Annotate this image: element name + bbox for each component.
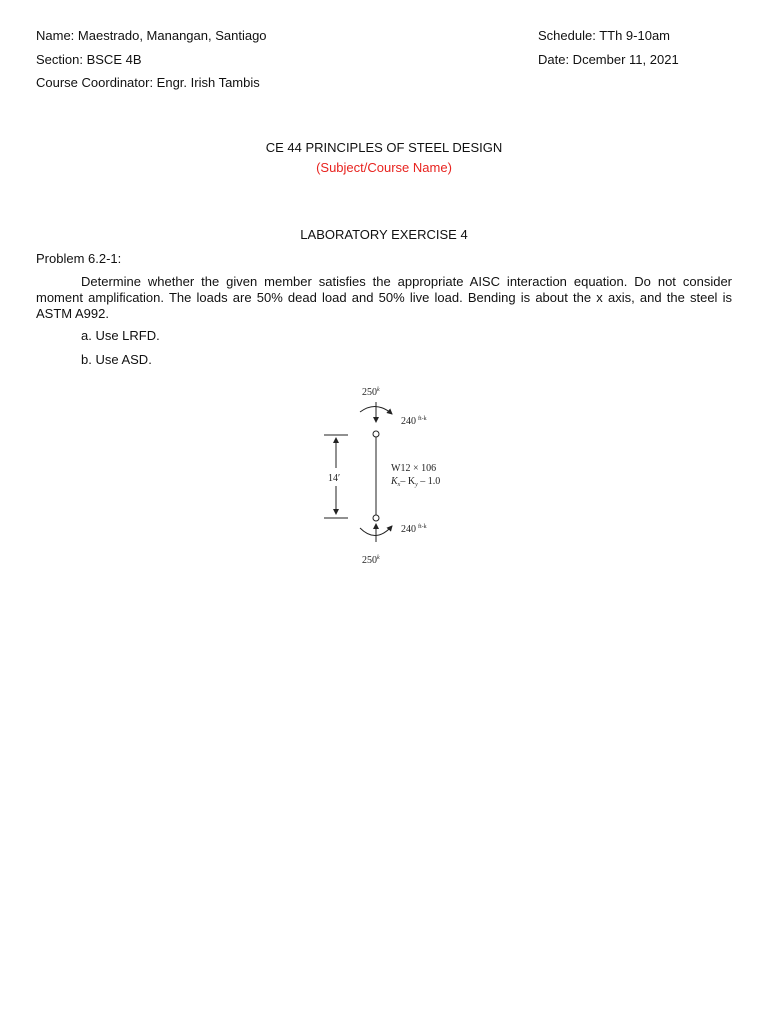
course-subtitle: (Subject/Course Name) [316, 160, 452, 175]
top-moment-label: 240 $^{ft-k}$ [401, 416, 427, 427]
part-a: a. Use LRFD. [81, 328, 160, 343]
bottom-moment-label: 240 $^{ft-k}$ [401, 524, 427, 535]
length-label: 14′ [328, 473, 341, 484]
date: Date: Dcember 11, 2021 [538, 52, 679, 67]
schedule: Schedule: TTh 9-10am [538, 28, 670, 43]
section: Section: BSCE 4B [36, 52, 142, 67]
problem-statement: Determine whether the given member satisfies the appropriate AISC interaction equation. Do not consider moment amplification. The loads are 50% dead load and 50% live load. Bending is about the x axis, and the steel is ASTM A992. [36, 274, 732, 321]
problem-label: Problem 6.2-1: [36, 251, 122, 266]
top-load-label: 250$^k$ [362, 387, 380, 398]
course-title: CE 44 PRINCIPLES OF STEEL DESIGN [265, 140, 503, 155]
column-diagram [300, 378, 480, 574]
part-b: b. Use ASD. [81, 352, 152, 367]
section-label: W12 × 106 [391, 463, 437, 474]
course-coordinator: Course Coordinator: Engr. Irish Tambis [36, 75, 260, 90]
top-pin [373, 431, 379, 437]
exercise-title: LABORATORY EXERCISE 4 [300, 227, 468, 242]
student-names: Name: Maestrado, Manangan, Santiago [36, 28, 267, 43]
bottom-load-label: 250$^k$ [362, 555, 380, 566]
k-factor-label: $K_x-$ $K_y - 1.0$ [391, 476, 441, 488]
bottom-pin [373, 515, 379, 521]
